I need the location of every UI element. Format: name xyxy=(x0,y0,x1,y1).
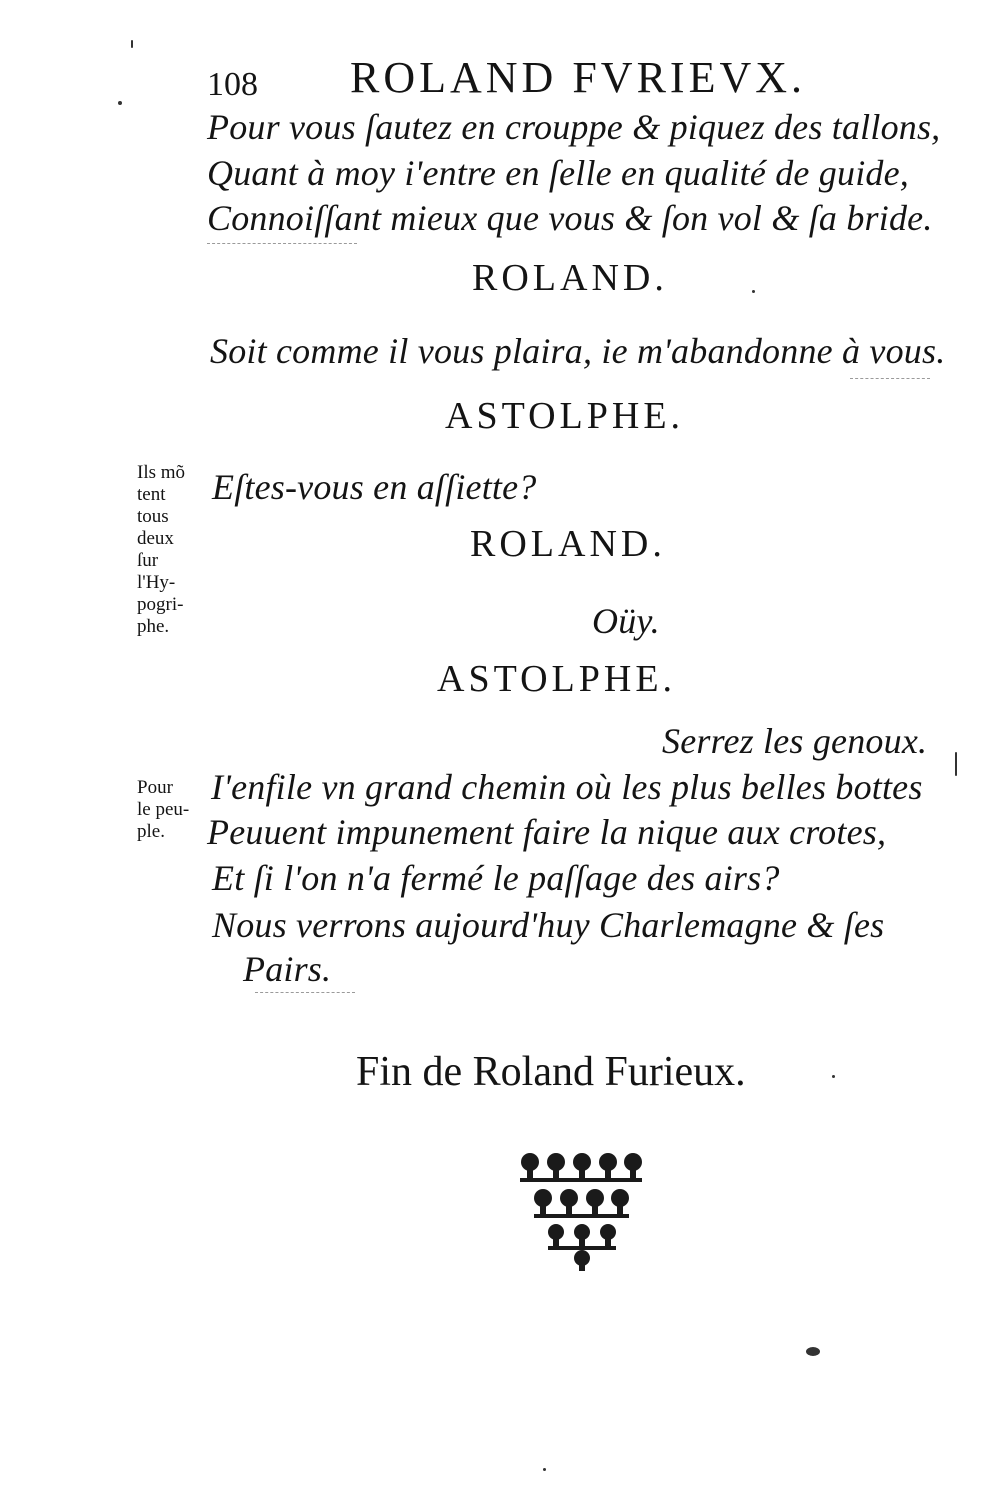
underline-rule xyxy=(850,378,930,379)
underline-rule xyxy=(207,243,357,244)
page-number: 108 xyxy=(207,66,258,103)
speaker-heading: ASTOLPHE. xyxy=(445,395,685,437)
speaker-heading: ASTOLPHE. xyxy=(437,658,677,700)
running-title: ROLAND FVRIEVX. xyxy=(350,53,806,102)
verse-line: Nous verrons aujourd'huy Charlemagne & ſes xyxy=(212,905,885,945)
verse-line: Soit comme il vous plaira, ie m'abandonne à vous. xyxy=(210,331,946,371)
speaker-heading: ROLAND. xyxy=(470,523,666,565)
ink-speck xyxy=(832,1075,835,1078)
verse-line: Et ſi l'on n'a fermé le paſſage des airs? xyxy=(212,858,780,898)
verse-line: Serrez les genoux. xyxy=(662,721,928,761)
verse-line: Quant à moy i'entre en ſelle en qualité de guide, xyxy=(207,153,909,193)
speaker-heading: ROLAND. xyxy=(472,257,668,299)
ink-speck xyxy=(752,290,755,293)
fleuron-triangle-ornament xyxy=(516,1150,646,1272)
verse-line: Eſtes-vous en aſſiette? xyxy=(212,467,537,507)
verse-line: Connoiſſant mieux que vous & ſon vol & ſa bride. xyxy=(207,198,933,238)
ink-speck xyxy=(955,752,957,776)
underline-rule xyxy=(255,992,355,993)
verse-line: Pour vous ſautez en crouppe & piquez des tallons, xyxy=(207,107,941,147)
verse-line: Pairs. xyxy=(243,949,332,989)
verse-line: I'enfile vn grand chemin où les plus belles bottes xyxy=(211,767,923,807)
ink-speck xyxy=(543,1468,546,1471)
colophon: Fin de Roland Furieux. xyxy=(356,1049,746,1095)
margin-note: Pour le peu- ple. xyxy=(137,777,190,842)
verse-line: Oüy. xyxy=(592,601,660,641)
verse-line: Peuuent impunement faire la nique aux crotes, xyxy=(207,812,887,852)
margin-note: Ils mõ tent tous deux ſur l'Hy- pogri- phe. xyxy=(137,462,186,637)
ink-speck xyxy=(806,1347,820,1356)
ink-speck xyxy=(118,101,122,105)
ink-speck xyxy=(131,40,133,48)
